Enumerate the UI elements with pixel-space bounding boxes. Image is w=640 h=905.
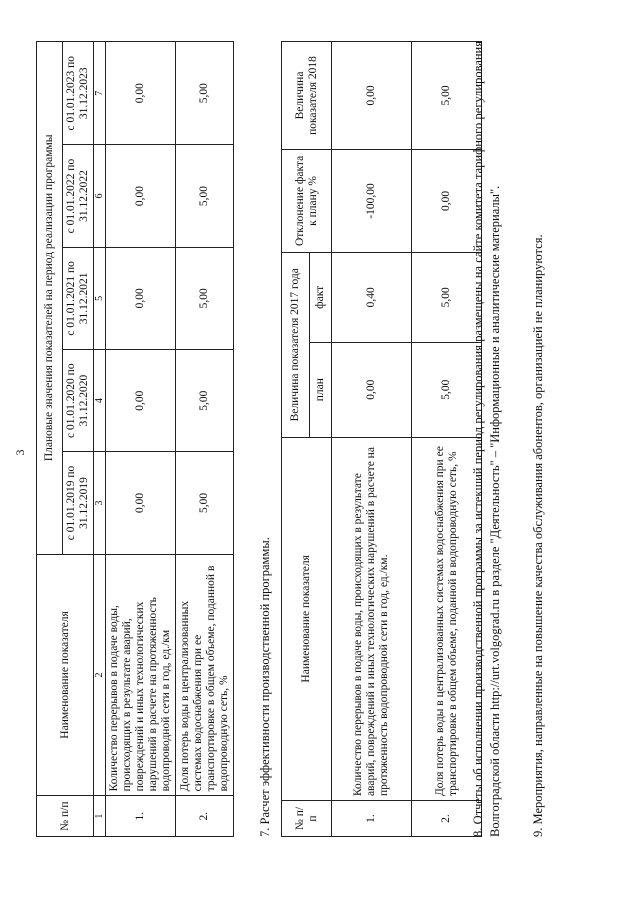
- col-header-fact: факт: [310, 252, 332, 342]
- plan-value: 5,00: [412, 342, 482, 437]
- value-cell: 5,00: [176, 452, 234, 554]
- value-cell: 0,00: [106, 350, 176, 452]
- col-header-name: Наименование показателя: [37, 554, 94, 796]
- paragraph-8: 8. Отчеты об исполнении производственной программы за истекший период регулирования размещены на сайте комитета тарифного регулирования Волгоградской области http://urt.volgograd.ru в разделе "Деятельность" – "Информационные и аналитические материалы".: [471, 41, 502, 837]
- row-number: 2.: [412, 801, 482, 837]
- deviation-value: 0,00: [412, 149, 482, 252]
- value-2018: 0,00: [332, 42, 412, 150]
- fact-value: 5,00: [412, 252, 482, 342]
- col-header-period-2022: с 01.01.2022 по 31.12.2022: [63, 145, 94, 247]
- col-header-period-2020: с 01.01.2020 по 31.12.2020: [63, 350, 94, 452]
- col-header-name: Наименование показателя: [282, 437, 332, 800]
- col-header-no: № п/п: [282, 801, 332, 837]
- table-row: [332, 42, 412, 837]
- table-row: [106, 42, 176, 837]
- section-7-title: 7. Расчет эффективности производственной программы.: [258, 537, 272, 837]
- col-header-deviation: Отклонение факта к плану %: [282, 149, 332, 252]
- value-cell: 5,00: [176, 350, 234, 452]
- page-number: 3: [13, 449, 27, 456]
- col-header-no: № п/п: [37, 796, 94, 837]
- deviation-value: -100,00: [332, 149, 412, 252]
- value-cell: 0,00: [106, 42, 176, 145]
- value-2018: 5,00: [412, 42, 482, 150]
- col-number: 7: [94, 42, 106, 145]
- paragraph-9: 9. Мероприятия, направленные на повышение качества обслуживания абонентов, организацией не планируются.: [531, 234, 545, 837]
- indicator-name: Доля потерь воды в централизованных системах водоснабжения при ее транспортировке в общем объеме, поданной в водопроводную сеть, %: [176, 554, 234, 796]
- col-number: 2: [94, 554, 106, 796]
- col-header-value-2017: Величина показателя 2017 года: [282, 252, 310, 437]
- indicator-name: Количество перерывов в подаче воды, происходящих в результате аварий, повреждений и иных технологических нарушений в расчете на протяженность водопроводной сети в год, ед./км: [106, 554, 176, 796]
- value-cell: 0,00: [106, 452, 176, 554]
- col-number: 3: [94, 452, 106, 554]
- col-number: 4: [94, 350, 106, 452]
- value-cell: 5,00: [176, 42, 234, 145]
- efficiency-table: [281, 41, 482, 837]
- col-number: 6: [94, 145, 106, 247]
- value-cell: 0,00: [106, 247, 176, 349]
- col-header-period-2019: с 01.01.2019 по 31.12.2019: [63, 452, 94, 554]
- col-header-value-2018: Величина показателя 2018: [282, 42, 332, 150]
- planned-indicators-table: [36, 41, 234, 837]
- col-header-period-2021: с 01.01.2021 по 31.12.2021: [63, 247, 94, 349]
- value-cell: 0,00: [106, 145, 176, 247]
- fact-value: 0,40: [332, 252, 412, 342]
- row-number: 1.: [106, 796, 176, 837]
- value-cell: 5,00: [176, 145, 234, 247]
- plan-value: 0,00: [332, 342, 412, 437]
- table-row: [176, 42, 234, 837]
- col-header-period-2023: с 01.01.2023 по 31.12.2023: [63, 42, 94, 145]
- indicator-name: Количество перерывов в подаче воды, происходящих в результате аварий, повреждений и иных технологических нарушений в расчете на протяженность водопроводной сети в год, ед./км.: [332, 437, 412, 800]
- indicator-name: Доля потерь воды в централизованных системах водоснабжения при ее транспортировке в общем объеме, поданной в водопроводную сеть, %: [412, 437, 482, 800]
- col-header-plan: план: [310, 342, 332, 437]
- col-number: 5: [94, 247, 106, 349]
- col-header-planned-period: Плановые значения показателей на период реализации программы: [37, 42, 63, 555]
- col-number: 1: [94, 796, 106, 837]
- row-number: 2.: [176, 796, 234, 837]
- row-number: 1.: [332, 801, 412, 837]
- value-cell: 5,00: [176, 247, 234, 349]
